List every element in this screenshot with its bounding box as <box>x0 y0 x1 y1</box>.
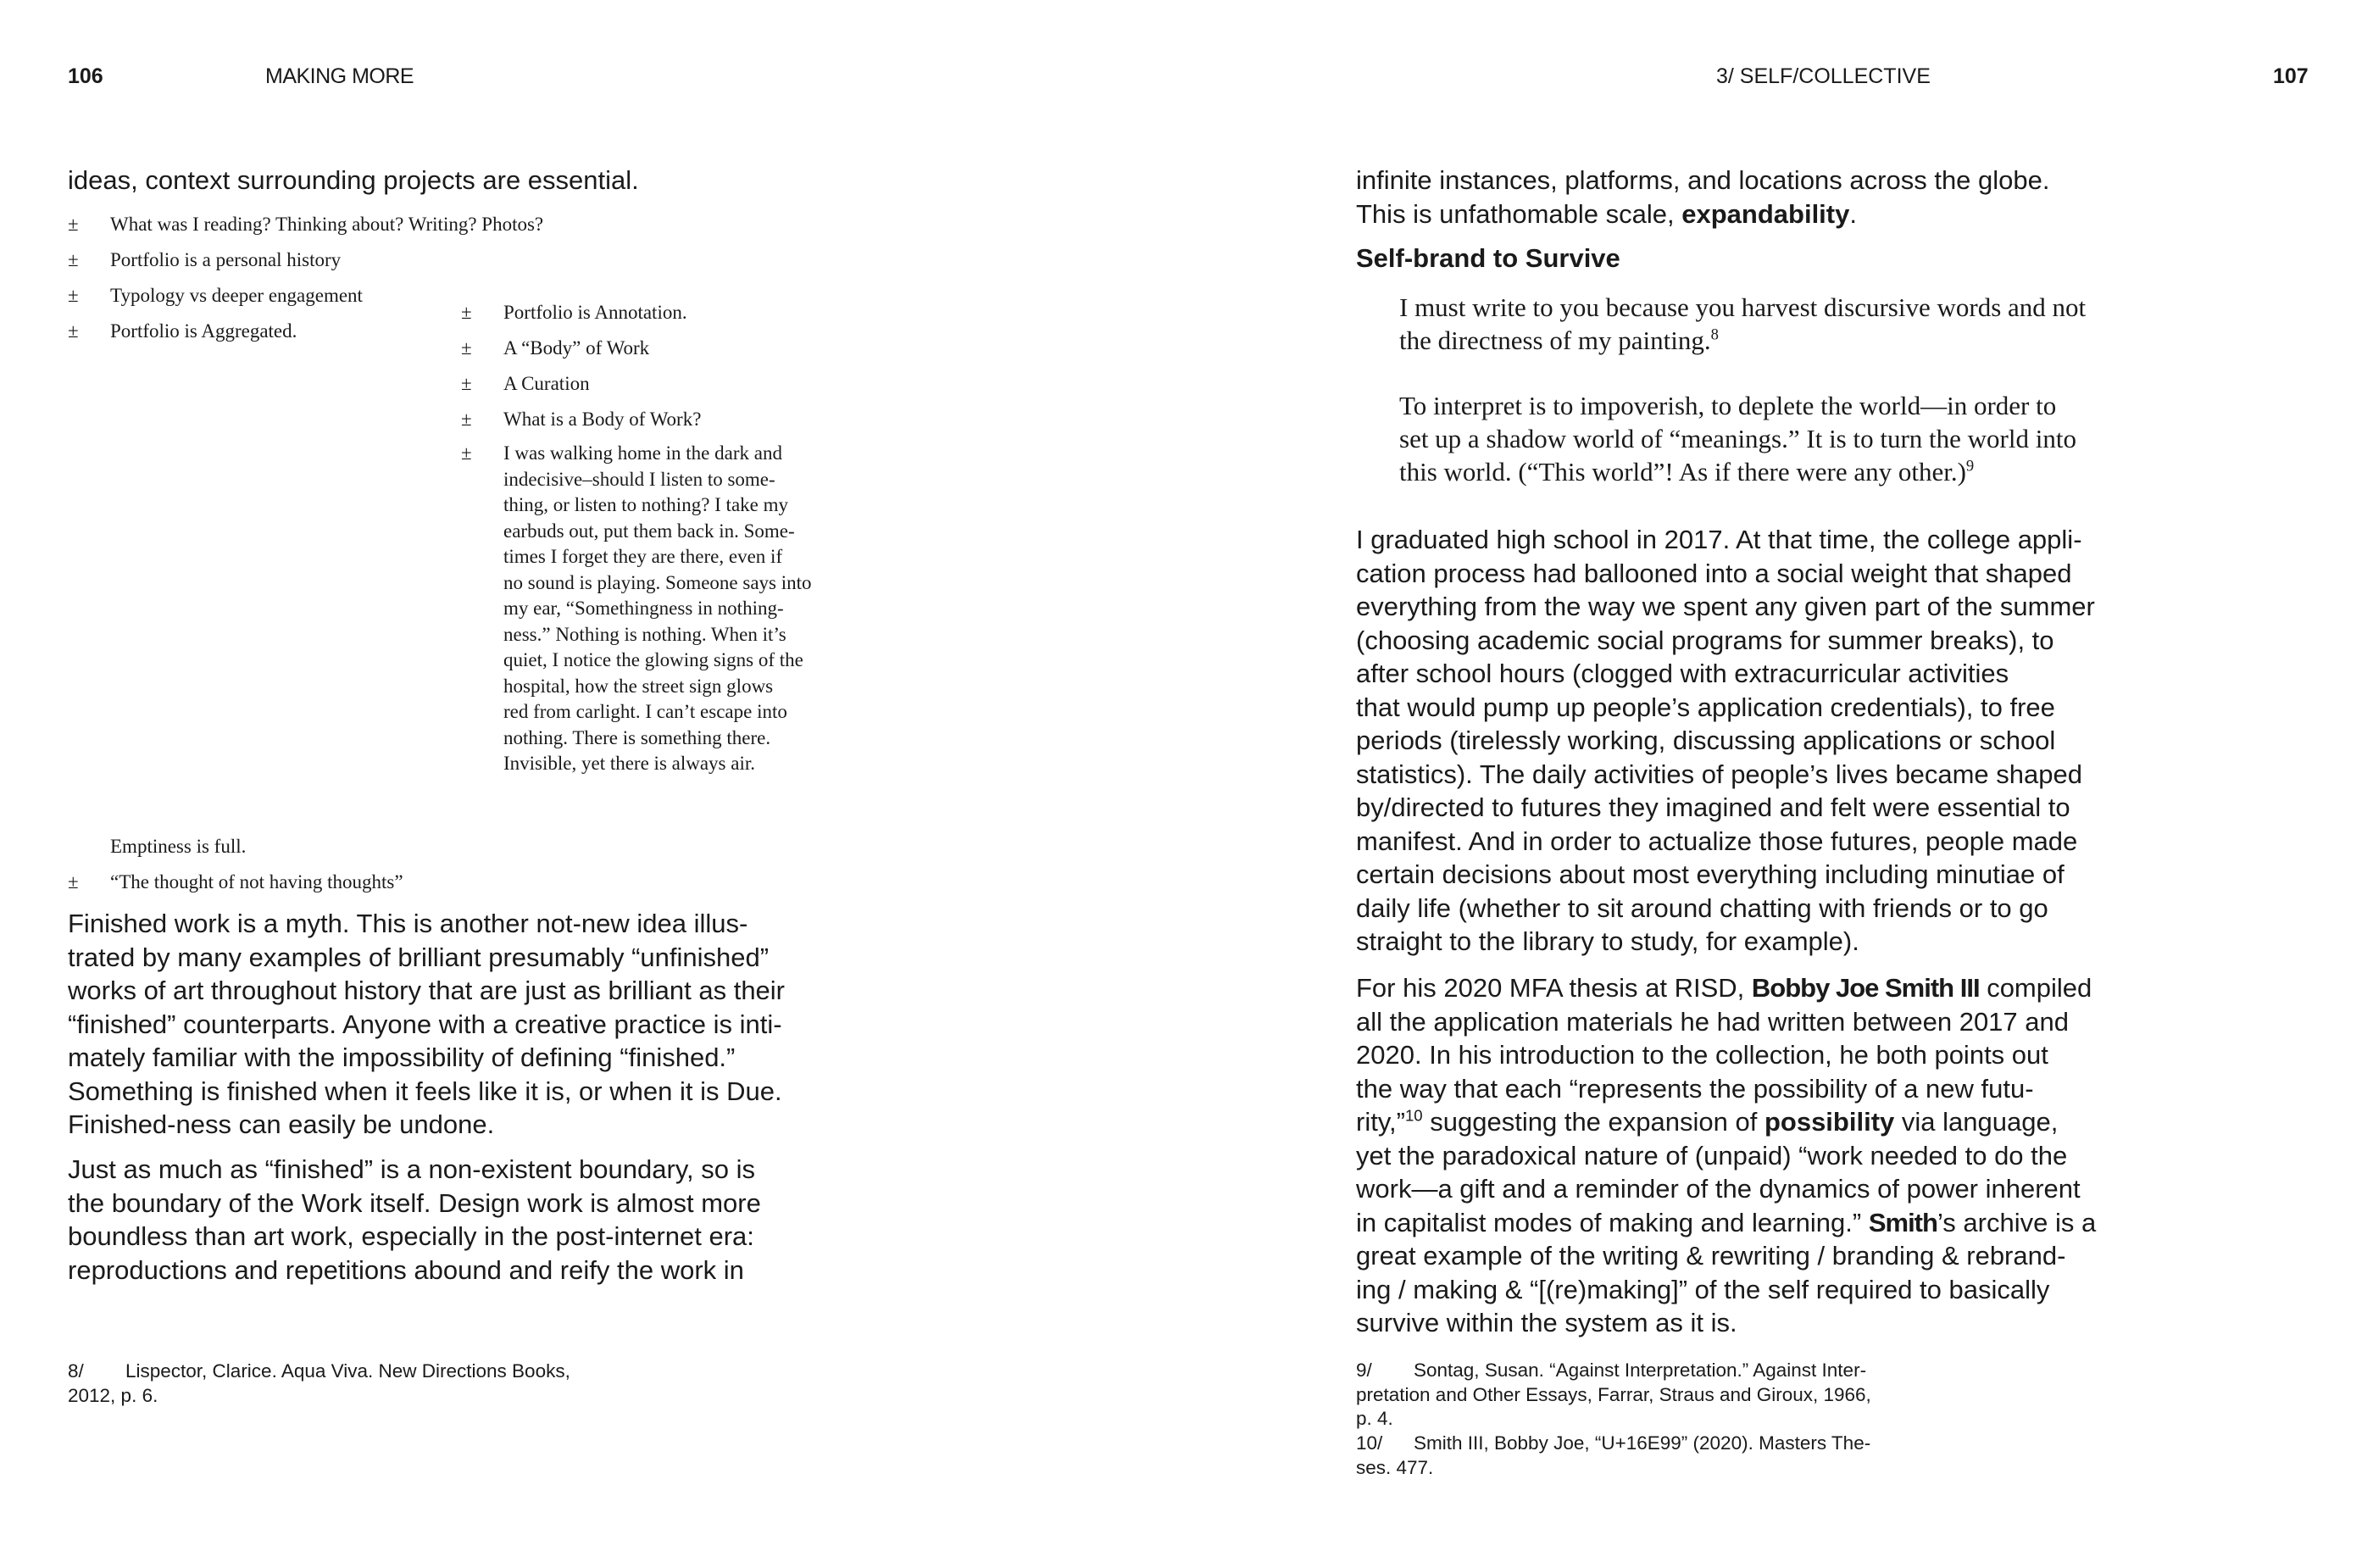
quote-lispector <box>1399 291 2120 357</box>
section-heading: Self-brand to Survive <box>1356 243 1620 273</box>
text-line <box>1356 197 2119 231</box>
walking-line: nothing. There is something there. <box>503 726 771 748</box>
footnote-9 <box>1356 1359 1915 1432</box>
text-line: survive within the system as it is. <box>1356 1308 1737 1337</box>
text-span: . <box>1849 198 1857 229</box>
text-line: works of art throughout history that are just as brilliant as their <box>68 976 786 1005</box>
graduated-paragraph <box>1356 523 2119 959</box>
footnote-text: Smith III, Bobby Joe, “U+16E99” (2020). Masters The- <box>1414 1432 1871 1454</box>
text-span: the directness of my painting. <box>1399 325 1711 355</box>
text-span: via language, <box>1894 1107 2059 1137</box>
walking-line: hospital, how the street sign glows <box>503 675 774 697</box>
walking-line: Invisible, yet there is always air. <box>503 753 756 774</box>
text-span: rity,” <box>1356 1107 1405 1137</box>
list-item-text: What was I reading? Thinking about? Writing? Photos? <box>110 214 544 235</box>
walking-paragraph <box>503 441 812 777</box>
text-line: ing / making & “[(re)making]” of the self required to basically <box>1356 1274 2050 1304</box>
list-item-text: Portfolio is Aggregated. <box>110 320 297 342</box>
walking-line: quiet, I notice the glowing signs of the <box>503 649 803 670</box>
text-line: all the application materials he had written between 2017 and <box>1356 1006 2069 1037</box>
list-item-text: A “Body” of Work <box>503 337 650 359</box>
quote-line <box>1399 324 2120 357</box>
boundary-paragraph <box>68 1153 831 1287</box>
finished-paragraph <box>68 907 831 1142</box>
quote-line: To interpret is to impoverish, to deplete the world—in order to <box>1399 391 2057 420</box>
list-item-text: Portfolio is Annotation. <box>503 302 687 323</box>
list-item-text: A Curation <box>503 373 590 394</box>
list-item <box>461 331 834 366</box>
text-line <box>1356 1206 2119 1240</box>
text-line: reproductions and repetitions abound and reify the work in <box>68 1254 744 1285</box>
walking-line: thing, or listen to nothing? I take my <box>503 494 789 515</box>
plus-minus-icon: ± <box>68 285 79 306</box>
plus-minus-icon: ± <box>461 409 472 430</box>
footnote-text: Lispector, Clarice. Aqua Viva. New Directions Books, <box>125 1360 570 1382</box>
text-line: work—a gift and a reminder of the dynamics of power inherent <box>1356 1174 2081 1204</box>
walking-line: ness.” Nothing is nothing. When it’s <box>503 623 786 645</box>
text-line: great example of the writing & rewriting / branding & rebrand- <box>1356 1241 2066 1271</box>
text-span: For his 2020 MFA thesis at RISD, <box>1356 973 1752 1003</box>
plus-minus-icon: ± <box>461 337 472 359</box>
text-span: suggesting the expansion of <box>1422 1107 1764 1137</box>
text-line: infinite instances, platforms, and locations across the globe. <box>1356 165 2050 195</box>
text-line: the way that each “represents the possibility of a new futu- <box>1356 1073 2034 1104</box>
list-item-text: Portfolio is a personal history <box>110 249 342 270</box>
text-span: This is unfathomable scale, <box>1356 198 1682 229</box>
walking-line: times I forget they are there, even if <box>503 546 783 567</box>
thought-item <box>68 865 403 900</box>
footnote-text: p. 4. <box>1356 1408 1393 1429</box>
list-item <box>68 207 593 242</box>
walking-line: earbuds out, put them back in. Some- <box>503 520 795 542</box>
name-smith: Smith <box>1868 1207 1937 1237</box>
text-line: 2020. In his introduction to the collection, he both points out <box>1356 1040 2048 1070</box>
emphasis-possibility: possibility <box>1764 1107 1895 1137</box>
text-line: certain decisions about most everything including minutiae of <box>1356 859 2065 889</box>
text-line: straight to the library to study, for example). <box>1356 926 1859 956</box>
name-bobby-joe-smith: Bobby Joe Smith III <box>1751 973 1980 1003</box>
text-span: this world. (“This world”! As if there were any other.) <box>1399 457 1966 487</box>
text-line: Something is finished when it feels like it is, or when it is Due. <box>68 1076 782 1106</box>
text-line: by/directed to futures they imagined and felt were essential to <box>1356 792 2070 822</box>
plus-minus-icon: ± <box>461 373 472 394</box>
plus-minus-icon: ± <box>68 320 79 342</box>
quote-line: set up a shadow world of “meanings.” It is to turn the world into <box>1399 424 2076 453</box>
text-span: in capitalist modes of making and learning.” <box>1356 1207 1869 1237</box>
list-item <box>461 366 834 402</box>
text-line: trated by many examples of brilliant presumably “unfinished” <box>68 942 770 972</box>
text-line: Just as much as “finished” is a non-existent boundary, so is <box>68 1154 755 1184</box>
list-item <box>68 242 593 278</box>
quote-sontag <box>1399 389 2120 488</box>
running-head-left: MAKING MORE <box>265 64 414 88</box>
text-line: (choosing academic social programs for summer breaks), to <box>1356 625 2054 655</box>
text-line: after school hours (clogged with extracurricular activities <box>1356 659 2009 688</box>
text-line: daily life (whether to sit around chatting with friends or to go <box>1356 892 2048 923</box>
quote-line <box>1399 455 2120 488</box>
text-line: mately familiar with the impossibility of defining “finished.” <box>68 1043 736 1072</box>
walking-line: no sound is playing. Someone says into <box>503 571 812 593</box>
text-line: the boundary of the Work itself. Design work is almost more <box>68 1187 761 1218</box>
footnote-text: pretation and Other Essays, Farrar, Straus and Giroux, 1966, <box>1356 1383 1871 1405</box>
quote-line: I must write to you because you harvest discursive words and not <box>1399 292 2087 322</box>
list-item-text: Typology vs deeper engagement <box>110 285 363 306</box>
page-number-left: 106 <box>68 64 103 88</box>
text-line: I graduated high school in 2017. At that time, the college appli- <box>1356 525 2082 554</box>
footnote-text: ses. 477. <box>1356 1456 1434 1478</box>
walking-line: I was walking home in the dark and <box>503 442 782 464</box>
text-line: that would pump up people’s application credentials), to free <box>1356 692 2055 722</box>
text-line: cation process had ballooned into a social weight that shaped <box>1356 558 2072 588</box>
text-line: everything from the way we spent any given part of the summer <box>1356 592 2095 621</box>
walking-line: red from carlight. I can’t escape into <box>503 701 787 722</box>
plus-minus-icon: ± <box>68 249 79 270</box>
text-line: Finished work is a myth. This is another not-new idea illus- <box>68 909 748 938</box>
list-b <box>461 295 834 777</box>
plus-minus-icon: ± <box>68 214 79 235</box>
page-number-right: 107 <box>2273 64 2309 88</box>
text-line: manifest. And in order to actualize those futures, people made <box>1356 826 2078 856</box>
walking-line: indecisive–should I listen to some- <box>503 468 775 490</box>
footnote-10 <box>1356 1432 1915 1480</box>
list-item <box>461 295 834 331</box>
list-item-text: “The thought of not having thoughts” <box>110 871 403 892</box>
emphasis-expandability: expandability <box>1681 198 1850 229</box>
footnote-ref: 10 <box>1404 1106 1423 1125</box>
text-line: periods (tirelessly working, discussing applications or school <box>1356 726 2056 755</box>
lead-line: ideas, context surrounding projects are essential. <box>68 165 639 195</box>
running-head-right: 3/ SELF/COLLECTIVE <box>1716 64 1931 88</box>
intro-paragraph <box>1356 164 2119 231</box>
text-span: ’s archive is a <box>1937 1207 2097 1237</box>
plus-minus-icon: ± <box>461 302 472 323</box>
footnote-text: Sontag, Susan. “Against Interpretation.” Against Inter- <box>1414 1359 1867 1381</box>
footnote-text: 2012, p. 6. <box>68 1384 158 1406</box>
footnote-ref: 9 <box>1965 457 1975 475</box>
text-span: compiled <box>1979 973 2092 1003</box>
text-line <box>1356 1105 2119 1139</box>
list-item <box>461 402 834 437</box>
footnote-number: 9/ <box>1356 1359 1372 1381</box>
footnote-number: 8/ <box>68 1360 84 1382</box>
emptiness-line: Emptiness is full. <box>110 836 247 857</box>
text-line: Finished-ness can easily be undone. <box>68 1109 495 1139</box>
text-line: yet the paradoxical nature of (unpaid) “work needed to do the <box>1356 1140 2068 1170</box>
text-line <box>1356 971 2119 1005</box>
smith-paragraph <box>1356 971 2119 1340</box>
text-line: statistics). The daily activities of people’s lives became shaped <box>1356 759 2082 789</box>
footnote-8 <box>68 1359 644 1408</box>
plus-minus-icon: ± <box>68 871 79 892</box>
text-line: “finished” counterparts. Anyone with a creative practice is inti- <box>68 1009 782 1039</box>
footnote-ref: 8 <box>1710 325 1719 344</box>
text-line: boundless than art work, especially in the post-internet era: <box>68 1221 754 1251</box>
plus-minus-icon: ± <box>461 442 472 464</box>
footnote-number: 10/ <box>1356 1432 1383 1454</box>
list-item-text: What is a Body of Work? <box>503 409 702 430</box>
list-item <box>461 441 834 777</box>
walking-line: my ear, “Somethingness in nothing- <box>503 598 784 619</box>
